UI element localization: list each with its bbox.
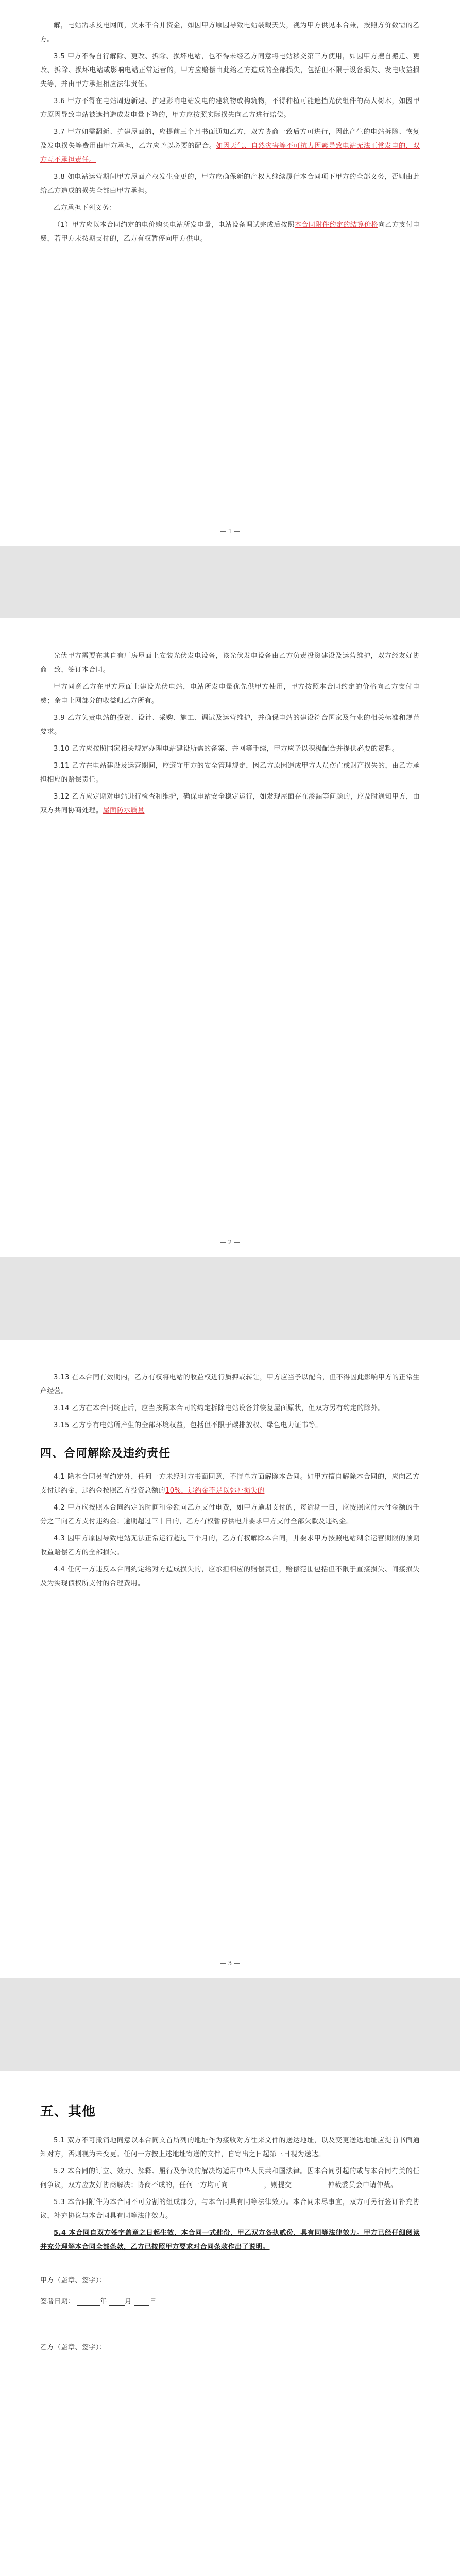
list-item-text-end: 向乙方支付电费，若甲方未按期支付的，乙方有权暂停向甲方供电。 xyxy=(40,221,420,243)
highlighted-clause: 10%，违约金不足以弥补损失的 xyxy=(165,1487,265,1495)
list-intro: 乙方承担下列义务： xyxy=(54,204,116,212)
party-a-label: 甲方（盖章、签字）： xyxy=(40,2277,107,2284)
paragraph: 甲方同意乙方在甲方屋面上建设光伏电站，电站所发电量优先供甲方使用，甲方按照本合同约定的价格向乙方支付电费；余电上网部分的收益归乙方所有。 xyxy=(40,683,420,705)
paragraph-text: 仲裁委员会申请仲裁。 xyxy=(328,2181,398,2189)
party-b-signature xyxy=(40,2342,420,2351)
party-a-date xyxy=(40,2296,420,2306)
paragraph: 3.9 乙方负责电站的投资、设计、采购、施工、调试及运营维护，并确保电站的建设符合国家及行业的相关标准和规范要求。 xyxy=(40,714,420,736)
date-label: 签署日期： xyxy=(40,2298,75,2306)
page-number: — 2 — xyxy=(219,1239,241,1246)
paragraph-text: ，则提交 xyxy=(264,2181,292,2189)
list-item-text: （1）甲方应以本合同约定的电价购买电站所发电量，电站设备调试完成后按照 xyxy=(54,221,295,229)
paragraph: 3.10 乙方应按照国家相关规定办理电站建设所需的备案、并网等手续，甲方应予以积极配合并提供必要的资料。 xyxy=(54,745,399,753)
paragraph: 4.3 因甲方原因导致电站无法正常运行超过三个月的，乙方有权解除本合同，并要求甲方按照电站剩余运营期限的预期收益赔偿乙方的全部损失。 xyxy=(40,1535,420,1556)
paragraph: 5.1 双方不可撤销地同意以本合同文首所列的地址作为接收对方往来文件的送达地址，以及变更送达地址应提前书面通知对方，否则视为未变更。任何一方按上述地址寄送的文件，自寄出之日起第三日视为送达。 xyxy=(40,2137,420,2158)
page-number: — 3 — xyxy=(219,1960,241,1967)
bold-statement: 5.4 本合同自双方签字盖章之日起生效，本合同一式肆份，甲乙双方各执贰份，具有同等法律效力。甲方已经仔细阅读并充分理解本合同全部条款，乙方已按照甲方要求对合同条款作出了说明。 xyxy=(40,2229,420,2251)
paragraph xyxy=(40,2164,420,2192)
paragraph-text: 3.7 甲方如需翻新、扩建屋面的，应提前三个月书面通知乙方，双方协商一致后方可进行，因此产生的电站拆除、恢复及发电损失等费用由甲方承担，乙方应予以必要的配合。 xyxy=(40,128,420,150)
page-number: — 1 — xyxy=(219,528,241,535)
paragraph-text: 5.2 本合同的订立、效力、解释、履行及争议的解决均适用中华人民共和国法律。因本合同引起的或与本合同有关的任何争议，双方应友好协商解决；协商不成的，任何一方均可向 xyxy=(40,2167,420,2189)
document-page-1 xyxy=(0,0,460,546)
paragraph xyxy=(40,125,420,167)
paragraph: 4.4 任何一方违反本合同约定给对方造成损失的，应承担相应的赔偿责任，赔偿范围包括但不限于直接损失、间接损失及为实现债权所支付的合理费用。 xyxy=(40,1566,420,1587)
highlighted-clause: 本合同附件约定的结算价格 xyxy=(294,221,378,229)
paragraph xyxy=(40,1470,420,1498)
paragraph: 3.13 在本合同有效期内，乙方有权将电站的收益权进行质押或转让，甲方应当予以配合，但不得因此影响甲方的正常生产经营。 xyxy=(40,1374,420,1395)
year-blank[interactable] xyxy=(77,2297,100,2306)
document-page-3 xyxy=(0,1340,460,1978)
document-page-4 xyxy=(0,2071,460,2576)
year-label: 年 xyxy=(100,2298,107,2306)
paragraph: 光伏甲方需要在其自有厂房屋面上安装光伏发电设备，该光伏发电设备由乙方负责投资建设及运营维护，双方经友好协商一致，签订本合同。 xyxy=(40,652,420,674)
paragraph-text: 4.1 除本合同另有约定外，任何一方未经对方书面同意，不得单方面解除本合同。如甲方擅自解除本合同的，应向乙方支付违约金，违约金按照乙方投资总额的 xyxy=(40,1473,420,1495)
paragraph: 解，电站需求及电网间，夹末不合并资金，如因甲方原因导致电站装载天失，视为甲方供见本合兼，按照方价数需的乙方。 xyxy=(40,22,420,43)
paragraph-text: 3.12 乙方应定期对电站进行检查和维护，确保电站安全稳定运行，如发现屋面存在渗漏等问题的，应及时通知甲方，由双方共同协商处理。 xyxy=(40,793,420,815)
paragraph: 3.15 乙方享有电站所产生的全部环境权益，包括但不限于碳排放权、绿色电力证书等。 xyxy=(54,1421,322,1429)
highlighted-clause: 屋面防水质量 xyxy=(103,807,145,815)
paragraph: 3.11 乙方在电站建设及运营期间，应遵守甲方的安全管理规定，因乙方原因造成甲方人员伤亡或财产损失的，由乙方承担相应的赔偿责任。 xyxy=(40,762,420,784)
highlighted-clause: 如因天气、自然灾害等不可抗力因素导致电站无法正常发电的，双方互不承担责任。 xyxy=(40,142,420,164)
section-heading: 五、其他 xyxy=(40,2104,96,2120)
fill-in-blank[interactable] xyxy=(292,2183,328,2192)
month-label: 月 xyxy=(125,2298,132,2306)
party-a-signature xyxy=(40,2275,420,2284)
paragraph: 4.2 甲方应按照本合同约定的时间和金额向乙方支付电费，如甲方逾期支付的，每逾期一日，应按照应付未付金额的千分之三向乙方支付违约金；逾期超过三十日的，乙方有权暂停供电并要求甲方支付全部欠款及违约金。 xyxy=(40,1504,420,1526)
paragraph xyxy=(40,790,420,818)
party-b-label: 乙方（盖章、签字）： xyxy=(40,2344,107,2351)
paragraph: 3.6 甲方不得在电站周边新建、扩建影响电站发电的建筑物或构筑物，不得种植可能遮挡光伏组件的高大树木，如因甲方原因导致电站被遮挡造成发电量下降的，甲方应按照实际损失向乙方进行赔偿。 xyxy=(40,97,420,119)
day-label: 日 xyxy=(149,2298,157,2306)
month-blank[interactable] xyxy=(109,2297,125,2306)
paragraph: 3.14 乙方在本合同终止后，应当按照本合同的约定拆除电站设备并恢复屋面原状，但双方另有约定的除外。 xyxy=(54,1404,385,1412)
paragraph: 5.3 本合同附件为本合同不可分割的组成部分，与本合同具有同等法律效力。本合同未尽事宜，双方可另行签订补充协议，补充协议与本合同具有同等法律效力。 xyxy=(40,2198,420,2220)
document-page-2 xyxy=(0,618,460,1257)
list-item xyxy=(40,218,420,246)
paragraph: 3.5 甲方不得自行解除、更改、拆除、损坏电站，也不得未经乙方同意将电站移交第三方使用，如因甲方擅自搬迁、更改、拆除、损坏电站或影响电站正常运营的，甲方应赔偿由此给乙方造成的全部损失，包括但不限于设备损失、发电收益损失等，并由甲方承担相应法律责任。 xyxy=(40,53,420,88)
paragraph: 3.8 如电站运营期间甲方屋面产权发生变更的，甲方应确保新的产权人继续履行本合同项下甲方的全部义务，否则由此给乙方造成的损失全部由甲方承担。 xyxy=(40,173,420,195)
section-heading: 四、合同解除及违约责任 xyxy=(40,1447,171,1460)
fill-in-blank[interactable] xyxy=(228,2183,264,2192)
day-blank[interactable] xyxy=(134,2297,149,2306)
